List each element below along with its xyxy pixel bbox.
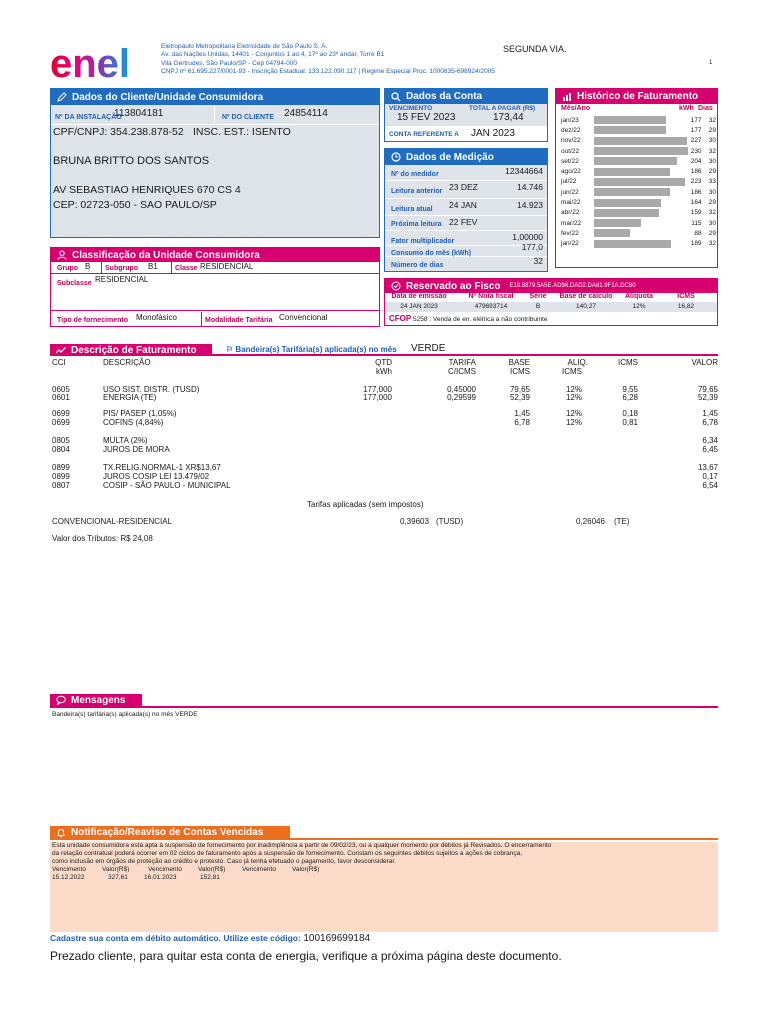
cfop-label: CFOP [389, 314, 412, 323]
tariff-mode-value: Convencional [279, 313, 328, 322]
tusd-value: 0,39603 [400, 517, 429, 526]
col-value: VALOR [691, 358, 718, 367]
history-days: 29 [708, 168, 716, 176]
history-month: set/22 [561, 157, 579, 165]
second-copy-label: SEGUNDA VIA. [503, 44, 567, 54]
logo-wordmark: enel [50, 44, 131, 84]
tax-series: B [535, 303, 541, 310]
col-icms: ICMS [618, 358, 638, 367]
debt-col-value-1: Valor(R$) [102, 866, 130, 873]
debt-due-2: 16.01.2023 [144, 874, 177, 881]
tax-hash: E19.8879.5A5E.AD96.DAD2.DA81.9F1A.DC80 [509, 283, 636, 289]
history-days: 32 [708, 147, 716, 155]
messages-text: Bandeira(s) tarifária(s) aplicada(s) no mês VERDE [52, 711, 198, 718]
tax-invoice-number: 479693714 [474, 303, 508, 310]
tax-total: Valor dos Tributos: R$ 24,08 [52, 534, 153, 543]
class-label: Classe [175, 265, 198, 272]
clock-icon [391, 152, 401, 162]
notification-panel-title: Notificação/Reaviso de Contas Vencidas [71, 827, 264, 838]
client-number-label: Nº DO CLIENTE [222, 114, 274, 121]
notification-panel-header [50, 826, 290, 839]
history-col-days: Dias [698, 105, 713, 112]
messages-panel-title: Mensagens [71, 694, 126, 706]
tusd-label: (TUSD) [436, 517, 464, 526]
history-row [561, 228, 716, 238]
history-panel-title: Histórico de Faturamento [577, 91, 699, 102]
tax-panel-title: Reservado ao Fisco [406, 280, 501, 292]
history-bar [594, 188, 670, 196]
billing-description: JUROS DE MORA [103, 445, 170, 454]
billing-value: 0,17 [702, 472, 718, 481]
history-kwh: 164 [690, 199, 702, 207]
tax-rate: 12% [632, 303, 646, 310]
messages-header-bar [50, 694, 718, 708]
history-days: 30 [708, 137, 716, 145]
subgroup-value: B1 [148, 262, 158, 271]
days-label: Número de dias [391, 262, 444, 269]
history-days: 33 [708, 178, 716, 186]
tax-col-issue-date: Data de emissão [391, 293, 447, 300]
history-row [561, 136, 716, 146]
account-panel-title: Dados da Conta [406, 91, 483, 102]
tax-panel-header [385, 279, 717, 293]
billing-base: 6,78 [514, 418, 530, 427]
billing-description: PIS/ PASEP (1,05%) [103, 409, 177, 418]
billing-value: 6,78 [702, 418, 718, 427]
billing-base: 52,39 [509, 393, 530, 402]
billing-qty: 177,000 [363, 385, 392, 394]
measurement-panel-title: Dados de Medição [406, 151, 494, 163]
history-row [561, 115, 716, 125]
billing-table [52, 358, 718, 498]
client-panel-header [51, 89, 379, 105]
total-label: TOTAL A PAGAR (R$) [469, 105, 536, 112]
billing-value: 79,65 [697, 385, 718, 394]
history-panel [555, 88, 718, 268]
billing-value: 6,45 [702, 445, 718, 454]
history-bar [594, 199, 661, 207]
history-days: 32 [708, 116, 716, 124]
billing-panel-header [50, 344, 212, 356]
history-kwh: 223 [690, 178, 702, 186]
days-value: 32 [533, 256, 543, 266]
tax-issue-date: 24 JAN 2023 [400, 303, 438, 310]
history-panel-header [556, 89, 717, 104]
billing-row [52, 472, 718, 481]
tax-col-base: Base de cálculo [559, 293, 613, 300]
search-icon [391, 92, 401, 102]
history-month: ago/22 [561, 168, 581, 176]
history-kwh: 115 [691, 219, 702, 227]
history-row [561, 187, 716, 197]
history-kwh: 159 [690, 209, 702, 217]
billing-rate: 12% [565, 385, 582, 394]
installation-number: 113804181 [114, 108, 164, 119]
billing-value: 1,45 [702, 409, 718, 418]
history-row [561, 125, 716, 135]
debt-col-due-1: Vencimento [52, 866, 86, 873]
debt-value-2: 152,81 [200, 874, 220, 881]
billing-description: ENERGIA (TE) [103, 393, 157, 402]
next-reading-date: 22 FEV [449, 217, 478, 227]
history-bar [594, 126, 666, 134]
cfop-value: 5258 : Venda de en. elétrica a não contribuinte [413, 316, 548, 323]
history-chart [561, 115, 716, 249]
history-kwh: 177 [690, 126, 702, 134]
tax-panel [384, 278, 718, 326]
history-kwh: 186 [690, 188, 702, 196]
auto-debit-code: 100169699184 [303, 933, 371, 944]
history-row [561, 208, 716, 218]
company-name: Eletropaulo Metropolitana Eletricidade de São Paulo S. A. [161, 43, 328, 50]
tax-base: 140,27 [576, 303, 596, 310]
subclass-value: RESIDENCIAL [95, 275, 149, 284]
due-date: 15 FEV 2023 [397, 112, 456, 123]
history-month: abr/22 [561, 209, 580, 217]
history-kwh: 186 [690, 168, 702, 176]
company-address-2: Vila Gertrudes, São Paulo/SP - Cep 04794-000 [161, 59, 297, 67]
account-panel [384, 88, 548, 142]
next-reading-label: Próxima leitura [391, 221, 442, 228]
billing-description: COFINS (4,84%) [103, 418, 164, 427]
tariff-mode-label: Modalidade Tarifária [205, 317, 273, 324]
history-month: mar/22 [561, 219, 582, 227]
history-bar [594, 147, 688, 155]
history-col-month: Mês/Ano [561, 105, 591, 112]
history-days: 30 [708, 188, 716, 196]
billing-value: 52,39 [697, 393, 718, 402]
group-label: Grupo [57, 265, 78, 272]
col-qty-unit: kWh [376, 367, 392, 376]
class-value: RESIDENCIAL [200, 262, 254, 271]
account-panel-header [385, 89, 547, 104]
billing-cci: 0601 [52, 393, 70, 402]
history-row [561, 156, 716, 166]
col-tariff-unit: C/ICMS [448, 367, 476, 376]
te-label: (TE) [614, 517, 630, 526]
footer-notice: Prezado cliente, para quitar esta conta de energia, verifique a próxima página deste documento. [50, 949, 562, 963]
history-month: dez/22 [561, 126, 581, 134]
page-number: 1 [709, 60, 713, 66]
billing-header-bar [50, 344, 718, 356]
client-address: AV SEBASTIAO HENRIQUES 670 CS 4 [53, 184, 241, 196]
history-days: 32 [708, 240, 716, 248]
history-month: jul/22 [561, 178, 577, 186]
history-kwh: 230 [690, 147, 702, 155]
history-bar [594, 240, 671, 248]
col-rate: ALIQ. [567, 358, 588, 367]
history-kwh: 227 [690, 137, 702, 145]
history-bar [594, 209, 659, 217]
billing-cci: 0899 [52, 463, 70, 472]
notification-line-1: Esta unidade consumidora está apta à suspensão de fornecimento por inadimplência a partir de 09/02/23, ou a qualquer momento por débitos já Revisados. O encerramento [52, 842, 552, 849]
history-month: fev/22 [561, 229, 579, 237]
multiplier-value: 1,00000 [512, 232, 543, 242]
billing-cci: 0605 [52, 385, 70, 394]
auto-debit-label: Cadastre sua conta em débito automático. Utilize este código: [50, 933, 301, 943]
company-address-1: Av. das Nações Unidas, 14401 - Conjuntos 1 ao 4, 17º ao 23º andar, Torre B1 [161, 51, 385, 59]
multiplier-label: Fator multiplicador [391, 238, 455, 245]
tariff-flag-value: VERDE [411, 343, 446, 354]
debt-col-due-3: Vencimento [242, 866, 276, 873]
billing-cci: 0899 [52, 472, 70, 481]
history-bar [594, 157, 677, 165]
col-rate-unit: ICMS [562, 367, 582, 376]
col-qty: QTD [375, 358, 392, 367]
history-row [561, 197, 716, 207]
cpf-cnpj: CPF/CNPJ: 354.238.878-52 [53, 126, 184, 138]
client-panel-title: Dados do Cliente/Unidade Consumidora [72, 91, 264, 103]
current-reading-value: 14.923 [517, 200, 543, 210]
consumption-label: Consumo do mês (kWh) [391, 250, 472, 257]
billing-cci: 0805 [52, 436, 70, 445]
history-col-kwh: kWh [679, 105, 694, 112]
tax-col-icms: ICMS [677, 293, 695, 300]
history-row [561, 218, 716, 228]
history-row [561, 239, 716, 249]
measurement-panel-header [385, 149, 547, 165]
trend-icon [56, 345, 66, 355]
client-panel [50, 88, 380, 238]
billing-icms: 6,28 [622, 393, 638, 402]
reference-label: CONTA REFERENTE A [389, 131, 459, 138]
billing-value: 6,54 [702, 481, 718, 490]
history-days: 32 [708, 209, 716, 217]
history-days: 29 [708, 199, 716, 207]
previous-reading-label: Leitura anterior [391, 188, 443, 195]
history-bar [594, 229, 630, 237]
billing-base: 1,45 [514, 409, 530, 418]
col-cci: CCI [52, 358, 66, 367]
billing-description: USO SIST. DISTR. (TUSD) [103, 385, 200, 394]
client-cep: CEP: 02723-050 - SAO PAULO/SP [53, 199, 217, 211]
reference-month: JAN 2023 [471, 128, 515, 139]
history-kwh: 204 [690, 157, 702, 165]
history-bar [594, 219, 641, 227]
billing-rate: 12% [565, 409, 582, 418]
subclass-label: Subclasse [57, 280, 92, 287]
current-reading-date: 24 JAN [449, 200, 477, 210]
billing-row [52, 463, 718, 472]
billing-rate: 12% [565, 418, 582, 427]
current-reading-label: Leitura atual [391, 206, 433, 213]
billing-cci: 0699 [52, 418, 70, 427]
billing-rate: 12% [565, 393, 582, 402]
billing-row [52, 418, 718, 427]
billing-row [52, 481, 718, 490]
history-days: 30 [708, 157, 716, 165]
supply-type-label: Tipo de fornecimento [57, 317, 129, 324]
billing-tariff: 0,45000 [447, 385, 476, 394]
history-days: 29 [708, 229, 716, 237]
tariffs-title: Tarifas aplicadas (sem impostos) [307, 500, 424, 509]
history-days: 29 [708, 126, 716, 134]
debt-col-due-2: Vencimento [148, 866, 182, 873]
enel-logo [50, 44, 150, 84]
history-row [561, 146, 716, 156]
col-base: BASE [508, 358, 530, 367]
previous-reading-date: 23 DEZ [449, 182, 478, 192]
billing-value: 6,34 [702, 436, 718, 445]
tariff-flag-label: Bandeira(s) Tarifária(s) aplicada(s) no mês [235, 345, 397, 354]
consumption-value: 177,0 [521, 242, 543, 252]
history-bar [594, 178, 685, 186]
classification-panel [50, 247, 380, 327]
te-value: 0,26046 [576, 517, 605, 526]
billing-description: MULTA (2%) [103, 436, 148, 445]
billing-row [52, 409, 718, 418]
billing-tariff: 0,29599 [447, 393, 476, 402]
billing-icms: 0,18 [622, 409, 638, 418]
history-kwh: 88 [694, 229, 702, 237]
col-description: DESCRIÇÃO [103, 358, 151, 367]
pencil-icon [57, 92, 67, 102]
history-month: out/22 [561, 147, 580, 155]
tax-icms: 16,82 [677, 303, 695, 310]
billing-icms: 9,55 [622, 385, 638, 394]
bar-chart-icon [562, 92, 572, 102]
meter-number: 12344664 [505, 166, 543, 176]
bell-icon [56, 828, 66, 838]
billing-cci: 0804 [52, 445, 70, 454]
billing-description: JUROS COSIP LEI 13.479/02 [103, 472, 210, 481]
history-days: 30 [708, 219, 716, 227]
history-row [561, 166, 716, 176]
check-circle-icon [391, 281, 401, 291]
debt-value-1: 327,61 [108, 874, 128, 881]
company-cnpj: CNPJ nº 61.695.227/0001-93 - Inscrição Estadual: 133.122.090.117 | Regime Especial Proc. 1000835-698924/2005 [161, 67, 495, 75]
user-icon [57, 250, 67, 260]
notification-line-2: da relação contratual poderá ocorrer em 02 ciclos de faturamento após a suspensão de fornecimento. Constam os seguintes débitos sujeitos a ações de cobrança, [52, 850, 523, 857]
chat-bubble-icon [56, 695, 66, 705]
billing-row [52, 445, 718, 454]
tax-col-series: Série [529, 293, 547, 300]
previous-reading-value: 14.746 [517, 182, 543, 192]
client-name: BRUNA BRITTO DOS SANTOS [53, 155, 210, 167]
history-kwh: 189 [690, 240, 702, 248]
supply-type-value: Monofásico [136, 313, 177, 322]
total-amount: 173,44 [493, 112, 524, 123]
billing-cci: 0699 [52, 409, 70, 418]
tariff-class: CONVENCIONAL-RESIDENCIAL [52, 517, 173, 526]
billing-cci: 0807 [52, 481, 70, 490]
classification-panel-header [51, 248, 379, 262]
debt-col-value-3: Valor(R$) [292, 866, 320, 873]
history-kwh: 177 [690, 116, 702, 124]
billing-description: TX.RELIG.NORMAL-1 XR$13,67 [103, 463, 221, 472]
billing-qty: 177,000 [363, 393, 392, 402]
billing-panel-title: Descrição de Faturamento [71, 344, 197, 356]
history-bar [594, 137, 687, 145]
debt-due-1: 15.12.2022 [52, 874, 85, 881]
meter-label: Nº do medidor [391, 171, 439, 178]
due-date-label: VENCIMENTO [389, 105, 433, 112]
billing-value: 13,67 [697, 463, 718, 472]
classification-panel-title: Classificação da Unidade Consumidora [72, 249, 260, 261]
history-month: jun/22 [561, 188, 579, 196]
history-month: mai/22 [561, 199, 581, 207]
group-value: B [85, 262, 91, 271]
state-registration: INSC. EST.: ISENTO [193, 126, 291, 138]
col-base-unit: ICMS [510, 367, 530, 376]
messages-panel-header [50, 694, 142, 706]
flag-icon: ⚐ [226, 345, 234, 354]
debt-col-value-2: Valor(R$) [198, 866, 226, 873]
history-month: nov/22 [561, 137, 581, 145]
billing-base: 79,65 [509, 385, 530, 394]
billing-description: COSIP - SÃO PAULO - MUNICIPAL [103, 481, 231, 490]
history-month: jan/23 [561, 116, 579, 124]
notification-line-3: como inclusão em órgãos de proteção ao crédito e protesto. Caso já tenha efetuado o pagamento, favor desconsiderar. [52, 858, 396, 865]
history-row [561, 177, 716, 187]
history-bar [594, 116, 666, 124]
notification-panel [50, 826, 718, 932]
billing-icms: 0,81 [622, 418, 638, 427]
history-bar [594, 168, 670, 176]
tax-col-rate: Alíquota [625, 293, 653, 300]
billing-row [52, 436, 718, 445]
installation-label: Nº DA INSTALAÇÃO [55, 114, 122, 121]
subgroup-label: Subgrupo [105, 265, 139, 272]
col-tariff: TARIFA [448, 358, 476, 367]
measurement-panel [384, 148, 548, 272]
history-month: jan/22 [561, 240, 579, 248]
tax-col-invoice: Nº Nota fiscal [468, 293, 514, 300]
client-number: 24854114 [284, 108, 328, 119]
billing-row [52, 393, 718, 402]
